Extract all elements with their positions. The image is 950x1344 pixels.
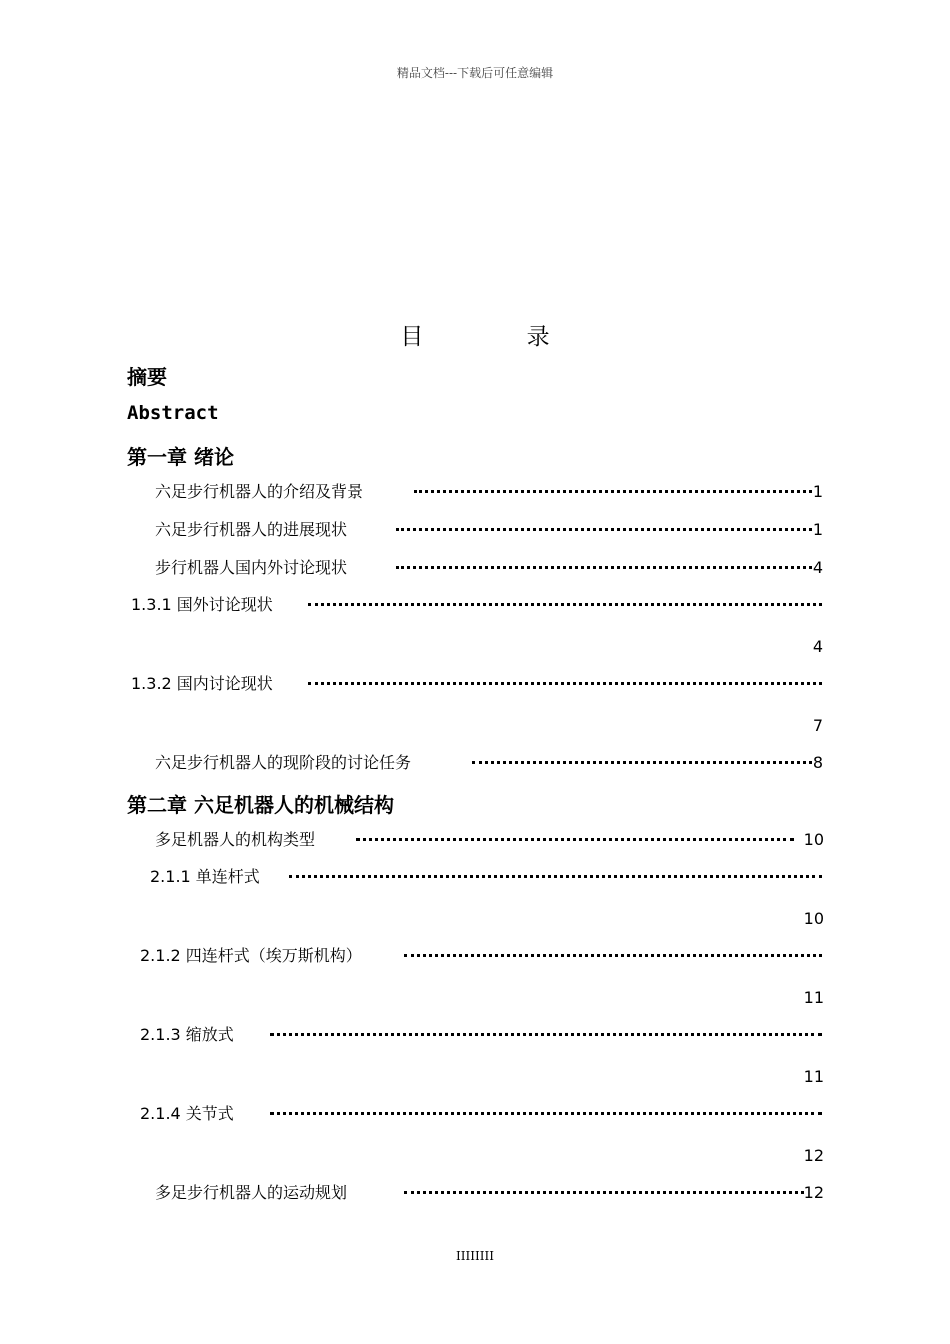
heading-chapter2: 第二章 六足机器人的机械结构 (127, 793, 394, 817)
toc-entry-page: 4 (812, 637, 823, 656)
dot-leader (270, 1112, 822, 1115)
toc-entry-page: 12 (803, 1146, 824, 1165)
toc-entry-page: 11 (803, 1067, 824, 1086)
dot-leader (308, 603, 822, 606)
dot-leader (396, 566, 812, 569)
toc-entry-label: 六足步行机器人的现阶段的讨论任务 (155, 753, 412, 772)
dot-leader (472, 761, 812, 764)
toc-entry-label: 2.1.4 关节式 (140, 1104, 234, 1123)
dot-leader (270, 1033, 822, 1036)
toc-entry-label: 多足机器人的机构类型 (155, 830, 316, 849)
page-header: 精品文档---下载后可任意编辑 (396, 66, 554, 80)
toc-entry-page: 1 (812, 482, 823, 501)
dot-leader (308, 682, 822, 685)
toc-entry-page: 8 (812, 753, 823, 772)
toc-entry-page: 10 (803, 909, 824, 928)
toc-entry-page: 4 (812, 558, 823, 577)
toc-entry-label: 2.1.3 缩放式 (140, 1025, 234, 1044)
toc-entry-page: 7 (812, 716, 823, 735)
toc-entry-label: 六足步行机器人的进展现状 (155, 520, 348, 539)
toc-entry-label: 步行机器人国内外讨论现状 (155, 558, 348, 577)
toc-title: 目 录 (400, 324, 598, 350)
toc-entry-label: 2.1.2 四连杆式（埃万斯机构） (140, 946, 362, 965)
heading-abstract-en: Abstract (127, 402, 219, 424)
page-footer: IIIIIIII (456, 1249, 494, 1263)
dot-leader (404, 1191, 804, 1194)
toc-entry-label: 多足步行机器人的运动规划 (155, 1183, 348, 1202)
toc-entry-page: 10 (803, 830, 824, 849)
dot-leader (396, 528, 812, 531)
heading-chapter1: 第一章 绪论 (127, 445, 234, 469)
toc-entry-label: 1.3.1 国外讨论现状 (131, 595, 273, 614)
dot-leader (356, 838, 794, 841)
dot-leader (404, 954, 822, 957)
toc-entry-label: 2.1.1 单连杆式 (150, 867, 260, 886)
dot-leader (414, 490, 812, 493)
toc-entry-label: 六足步行机器人的介绍及背景 (155, 482, 364, 501)
toc-entry-page: 1 (812, 520, 823, 539)
dot-leader (289, 875, 822, 878)
toc-entry-page: 12 (803, 1183, 824, 1202)
toc-entry-page: 11 (803, 988, 824, 1007)
heading-abstract-cn: 摘要 (127, 365, 167, 389)
toc-entry-label: 1.3.2 国内讨论现状 (131, 674, 273, 693)
